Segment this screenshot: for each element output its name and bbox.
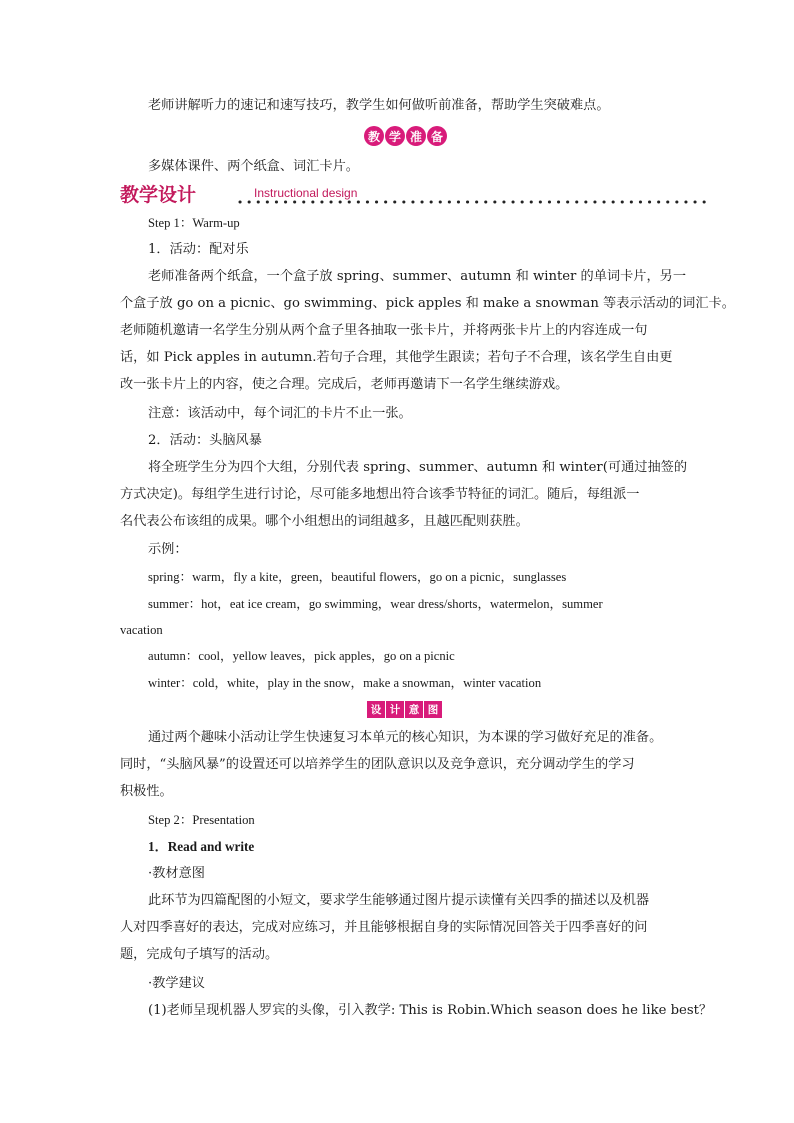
prep-badge-char: 备 <box>427 126 447 146</box>
activity2-line: 名代表公布该组的成果。哪个小组想出的词组越多，且越匹配则获胜。 <box>120 514 529 529</box>
intent-badge-char: 意 <box>405 701 423 718</box>
step2-label: Step 2：Presentation <box>148 813 255 827</box>
intro-text: 老师讲解听力的速记和速写技巧，教学生如何做听前准备，帮助学生突破难点。 <box>148 98 610 113</box>
activity1-line: 老师随机邀请一名学生分别从两个盒子里各抽取一张卡片，并将两张卡片上的内容连成一句 <box>120 323 648 338</box>
material-line: 此环节为四篇配图的小短文，要求学生能够通过图片提示读懂有关四季的描述以及机器 <box>148 893 650 908</box>
example-autumn: autumn：cool，yellow leaves，pick apples，go on a picnic <box>148 649 455 663</box>
activity1-line: 老师准备两个纸盒，一个盒子放 spring、summer、autumn 和 winter 的单词卡片，另一 <box>148 269 687 284</box>
activity1-line: 话，如 Pick apples in autumn.若句子合理，其他学生跟读；若句子不合理，该名学生自由更 <box>120 350 673 365</box>
activity1-line: 个盒子放 go on a picnic、go swimming、pick apples 和 make a snowman 等表示活动的词汇卡。 <box>120 296 735 311</box>
intent-line: 积极性。 <box>120 784 173 799</box>
material-label: ·教材意图 <box>148 866 205 881</box>
intent-badge-char: 计 <box>386 701 404 718</box>
prep-badge-char: 学 <box>385 126 405 146</box>
prep-badge <box>364 126 447 146</box>
example-winter: winter：cold，white，play in the snow，make a snowman，winter vacation <box>148 676 542 690</box>
example-summer: summer：hot，eat ice cream，go swimming，wear dress/shorts，watermelon，summer <box>148 597 603 611</box>
prep-badge-char: 教 <box>364 126 384 146</box>
activity1-line: 改一张卡片上的内容，使之合理。完成后，老师再邀请下一名学生继续游戏。 <box>120 377 569 392</box>
material-line: 题，完成句子填写的活动。 <box>120 947 279 962</box>
activity2-line: 方式决定)。每组学生进行讨论，尽可能多地想出符合该季节特征的词汇。随后，每组派一 <box>120 487 640 502</box>
intent-badge <box>367 701 442 718</box>
dotted-rule <box>238 198 710 206</box>
prep-text: 多媒体课件、两个纸盒、词汇卡片。 <box>148 159 359 174</box>
activity2-title: 2．活动：头脑风暴 <box>148 433 262 448</box>
intent-line: 同时，“头脑风暴”的设置还可以培养学生的团队意识以及竞争意识，充分调动学生的学习 <box>120 757 635 772</box>
intent-badge-char: 设 <box>367 701 385 718</box>
intent-badge-char: 图 <box>424 701 442 718</box>
activity1-title: 1．活动：配对乐 <box>148 242 249 257</box>
design-heading-en: Instructional design <box>254 186 358 200</box>
intent-line: 通过两个趣味小活动让学生快速复习本单元的核心知识，为本课的学习做好充足的准备。 <box>148 730 663 745</box>
example-spring: spring：warm，fly a kite，green，beautiful flowers，go on a picnic，sunglasses <box>148 570 567 584</box>
example-summer-cont: vacation <box>120 623 163 637</box>
material-line: 人对四季喜好的表达，完成对应练习，并且能够根据自身的实际情况回答关于四季喜好的问 <box>120 920 648 935</box>
activity1-note: 注意：该活动中，每个词汇的卡片不止一张。 <box>148 406 412 421</box>
read-write-title: 1．Read and write <box>148 839 255 854</box>
example-label: 示例： <box>148 542 188 557</box>
suggest-item-1: (1)老师呈现机器人罗宾的头像，引入教学: This is Robin.Which season does he like best？ <box>148 1003 713 1018</box>
step1-label: Step 1：Warm-up <box>148 216 240 230</box>
activity2-line: 将全班学生分为四个大组，分别代表 spring、summer、autumn 和 winter(可通过抽签的 <box>148 460 688 475</box>
prep-badge-char: 准 <box>406 126 426 146</box>
suggest-label: ·教学建议 <box>148 976 205 991</box>
design-heading: 教学设计 <box>120 184 197 206</box>
